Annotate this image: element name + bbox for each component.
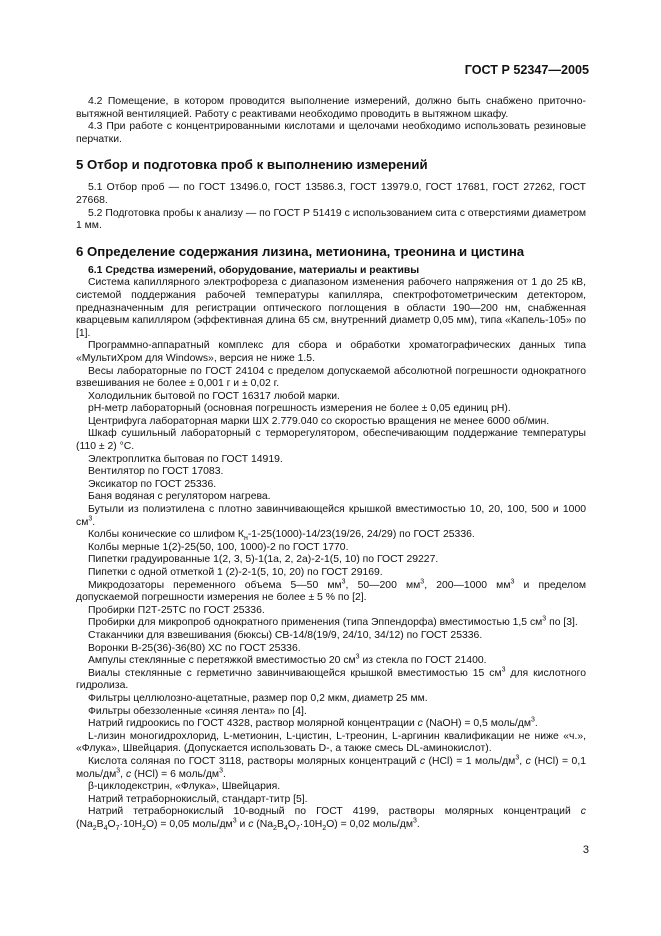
item-refrigerator: Холодильник бытовой по ГОСТ 16317 любой марки. xyxy=(88,390,340,402)
item-tubes: Пробирки П2Т-25ТС по ГОСТ 25336. xyxy=(88,604,265,616)
item-fan: Вентилятор по ГОСТ 17083. xyxy=(88,466,224,478)
item-water-bath: Баня водяная с регулятором нагрева. xyxy=(88,491,271,503)
item-microdosers: Микродозаторы переменного объема 5—50 $мм^3$, 50—200 $мм^3$, 200—1000 $мм^3$ и пределом допускаемой погрешности измерения не более ± 5 % по [2]. xyxy=(76,578,586,604)
item-desiccator: Эксикатор по ГОСТ 25336. xyxy=(88,478,217,490)
document-header-id: ГОСТ Р 52347—2005 xyxy=(464,63,589,77)
item-cellulose-filters: Фильтры целлюлозно-ацетатные, размер пор 0,2 мкм, диаметр 25 мм. xyxy=(88,692,428,704)
item-vials: Виалы стеклянные с герметично завинчивающейся крышкой вместимостью 15 $см^3$ для кислотного гидролиза. xyxy=(76,666,586,692)
item-single-mark-pipettes: Пипетки с одной отметкой 1 (2)-2-1(5, 10, 20) по ГОСТ 29169. xyxy=(88,567,383,578)
paragraph-4-2: 4.2 Помещение, в котором проводится выполнение измерений, должно быть снабжено приточно-вытяжной вентиляцией. Работу с реактивами необходимо проводить в вытяжном шкафу. xyxy=(76,96,586,120)
item-software: Программно-аппаратный комплекс для сбора и обработки хроматографических данных типа «МультиХром для Windows», версия не ниже 1.5. xyxy=(76,340,586,364)
section-6-title: 6 Определение содержания лизина, метионина, треонина и цистина xyxy=(76,243,525,259)
item-hotplate: Электроплитка бытовая по ГОСТ 14919. xyxy=(88,453,283,465)
item-micro-tubes: Пробирки для микропроб однократного применения (типа Эппендорфа) вместимостью 1,5 $см^3$ по [3]. xyxy=(88,615,578,629)
item-ph-meter: pH-метр лабораторный (основная погрешность измерения не более ± 0,05 единиц pH). xyxy=(88,403,511,415)
paragraph-4-3: 4.3 При работе с концентрированными кислотами и щелочами необходимо использовать резиновые перчатки. xyxy=(76,121,586,145)
item-ashless-filters: Фильтры обеззоленные «синяя лента» по [4]. xyxy=(88,705,307,717)
item-conical-flasks: Колбы конические со шлифом $К_н-1-25(1000)-14/23(19/26$, 24/29) по ГОСТ 25336. xyxy=(88,529,475,543)
item-centrifuge: Центрифуга лабораторная марки ШХ 2.779.040 со скоростью вращения не менее 6000 об/мин. xyxy=(88,415,550,427)
section-5-title: 5 Отбор и подготовка проб к выполнению измерений xyxy=(76,157,428,173)
page-number: 3 xyxy=(582,844,589,856)
item-borax-standard: Натрий тетраборнокислый, стандарт-титр [5]. xyxy=(88,793,308,805)
item-electrophoresis: Система капиллярного электрофореза с диапазоном изменения рабочего напряжения от 1 до 25 кВ, системой поддержания рабочей температуры капилляра, спектрофотометрическим детектором, предназначенным для регистрации оптического поглощения в области 190—200 нм, снабженная кварцевым капилляром (эффективная длина 65 см, внутренний диаметр 0,05 мм), типа «Капель-105» по [1]. xyxy=(76,277,586,339)
item-naoh: Натрий гидроокись по ГОСТ 4328, раствор молярной концентрации c (NaOH) = 0,5 моль/$дм^3$. xyxy=(88,716,538,730)
item-funnels: Воронки В-25(36)-36(80) ХС по ГОСТ 25336. xyxy=(88,642,301,654)
item-weighing-bottles: Стаканчики для взвешивания (бюксы) СВ-14/8(19/9, 24/10, 34/12) по ГОСТ 25336. xyxy=(88,629,483,641)
item-scales: Весы лабораторные по ГОСТ 24104 с пределом допускаемой абсолютной погрешности однократного взвешивания не более ± 0,001 г и ± 0,02 г. xyxy=(76,365,586,390)
item-oven: Шкаф сушильный лабораторный с терморегулятором, обеспечивающим поддержание температуры (110 ± 2) °С. xyxy=(76,428,586,453)
item-ampoules: Ампулы стеклянные с перетяжкой вместимостью 20 $см^3$ из стекла по ГОСТ 21400. xyxy=(88,653,487,667)
item-graduated-pipettes: Пипетки градуированные 1(2, 3, 5)-1(1а, 2, 2а)-2-1(5, 10) по ГОСТ 29227. xyxy=(88,554,439,566)
subsection-6-1-title: 6.1 Средства измерений, оборудование, материалы и реактивы xyxy=(88,264,420,276)
item-bottles: Бутыли из полиэтилена с плотно завинчивающейся крышкой вместимостью 10, 20, 100, 500 и 1000 $см^3$. xyxy=(76,504,586,528)
item-hcl: Кислота соляная по ГОСТ 3118, растворы молярных концентраций c (HCl) = 1 моль/$дм^3$, c (HCl) = 0,1 моль/$дм^3$, c (HCl) = 6 моль/$дм^3$. xyxy=(76,754,586,780)
item-cyclodextrin: β-циклодекстрин, «Флука», Швейцария. xyxy=(88,781,281,793)
paragraph-5-1: 5.1 Отбор проб — по ГОСТ 13496.0, ГОСТ 13586.3, ГОСТ 13979.0, ГОСТ 17681, ГОСТ 27262, ГОСТ 27668. xyxy=(76,182,586,206)
item-volumetric-flasks: Колбы мерные 1(2)-25(50, 100, 1000)-2 по ГОСТ 1770. xyxy=(88,541,349,553)
item-borax-solutions: Натрий тетраборнокислый 10-водный по ГОСТ 4199, растворы молярных концентраций c $(Na_2B_4O_7\cdot 10H_2O) = 0,05$ моль/$дм^3$ и c $(Na_2B_4O_7\cdot 10H_2O) = 0,02$ моль/$дм^3$. xyxy=(76,806,586,832)
page-content xyxy=(76,96,586,831)
paragraph-5-2: 5.2 Подготовка пробы к анализу — по ГОСТ Р 51419 с использованием сита с отверстиями диаметром 1 мм. xyxy=(76,207,586,232)
item-amino-acids: L-лизин моногидрохлорид, L-метионин, L-цистин, L-треонин, L-аргинин квалификации не ниже «ч.», «Флука», Швейцария. (Допускается использовать D-, а также смесь DL-аминокислот). xyxy=(76,730,586,755)
